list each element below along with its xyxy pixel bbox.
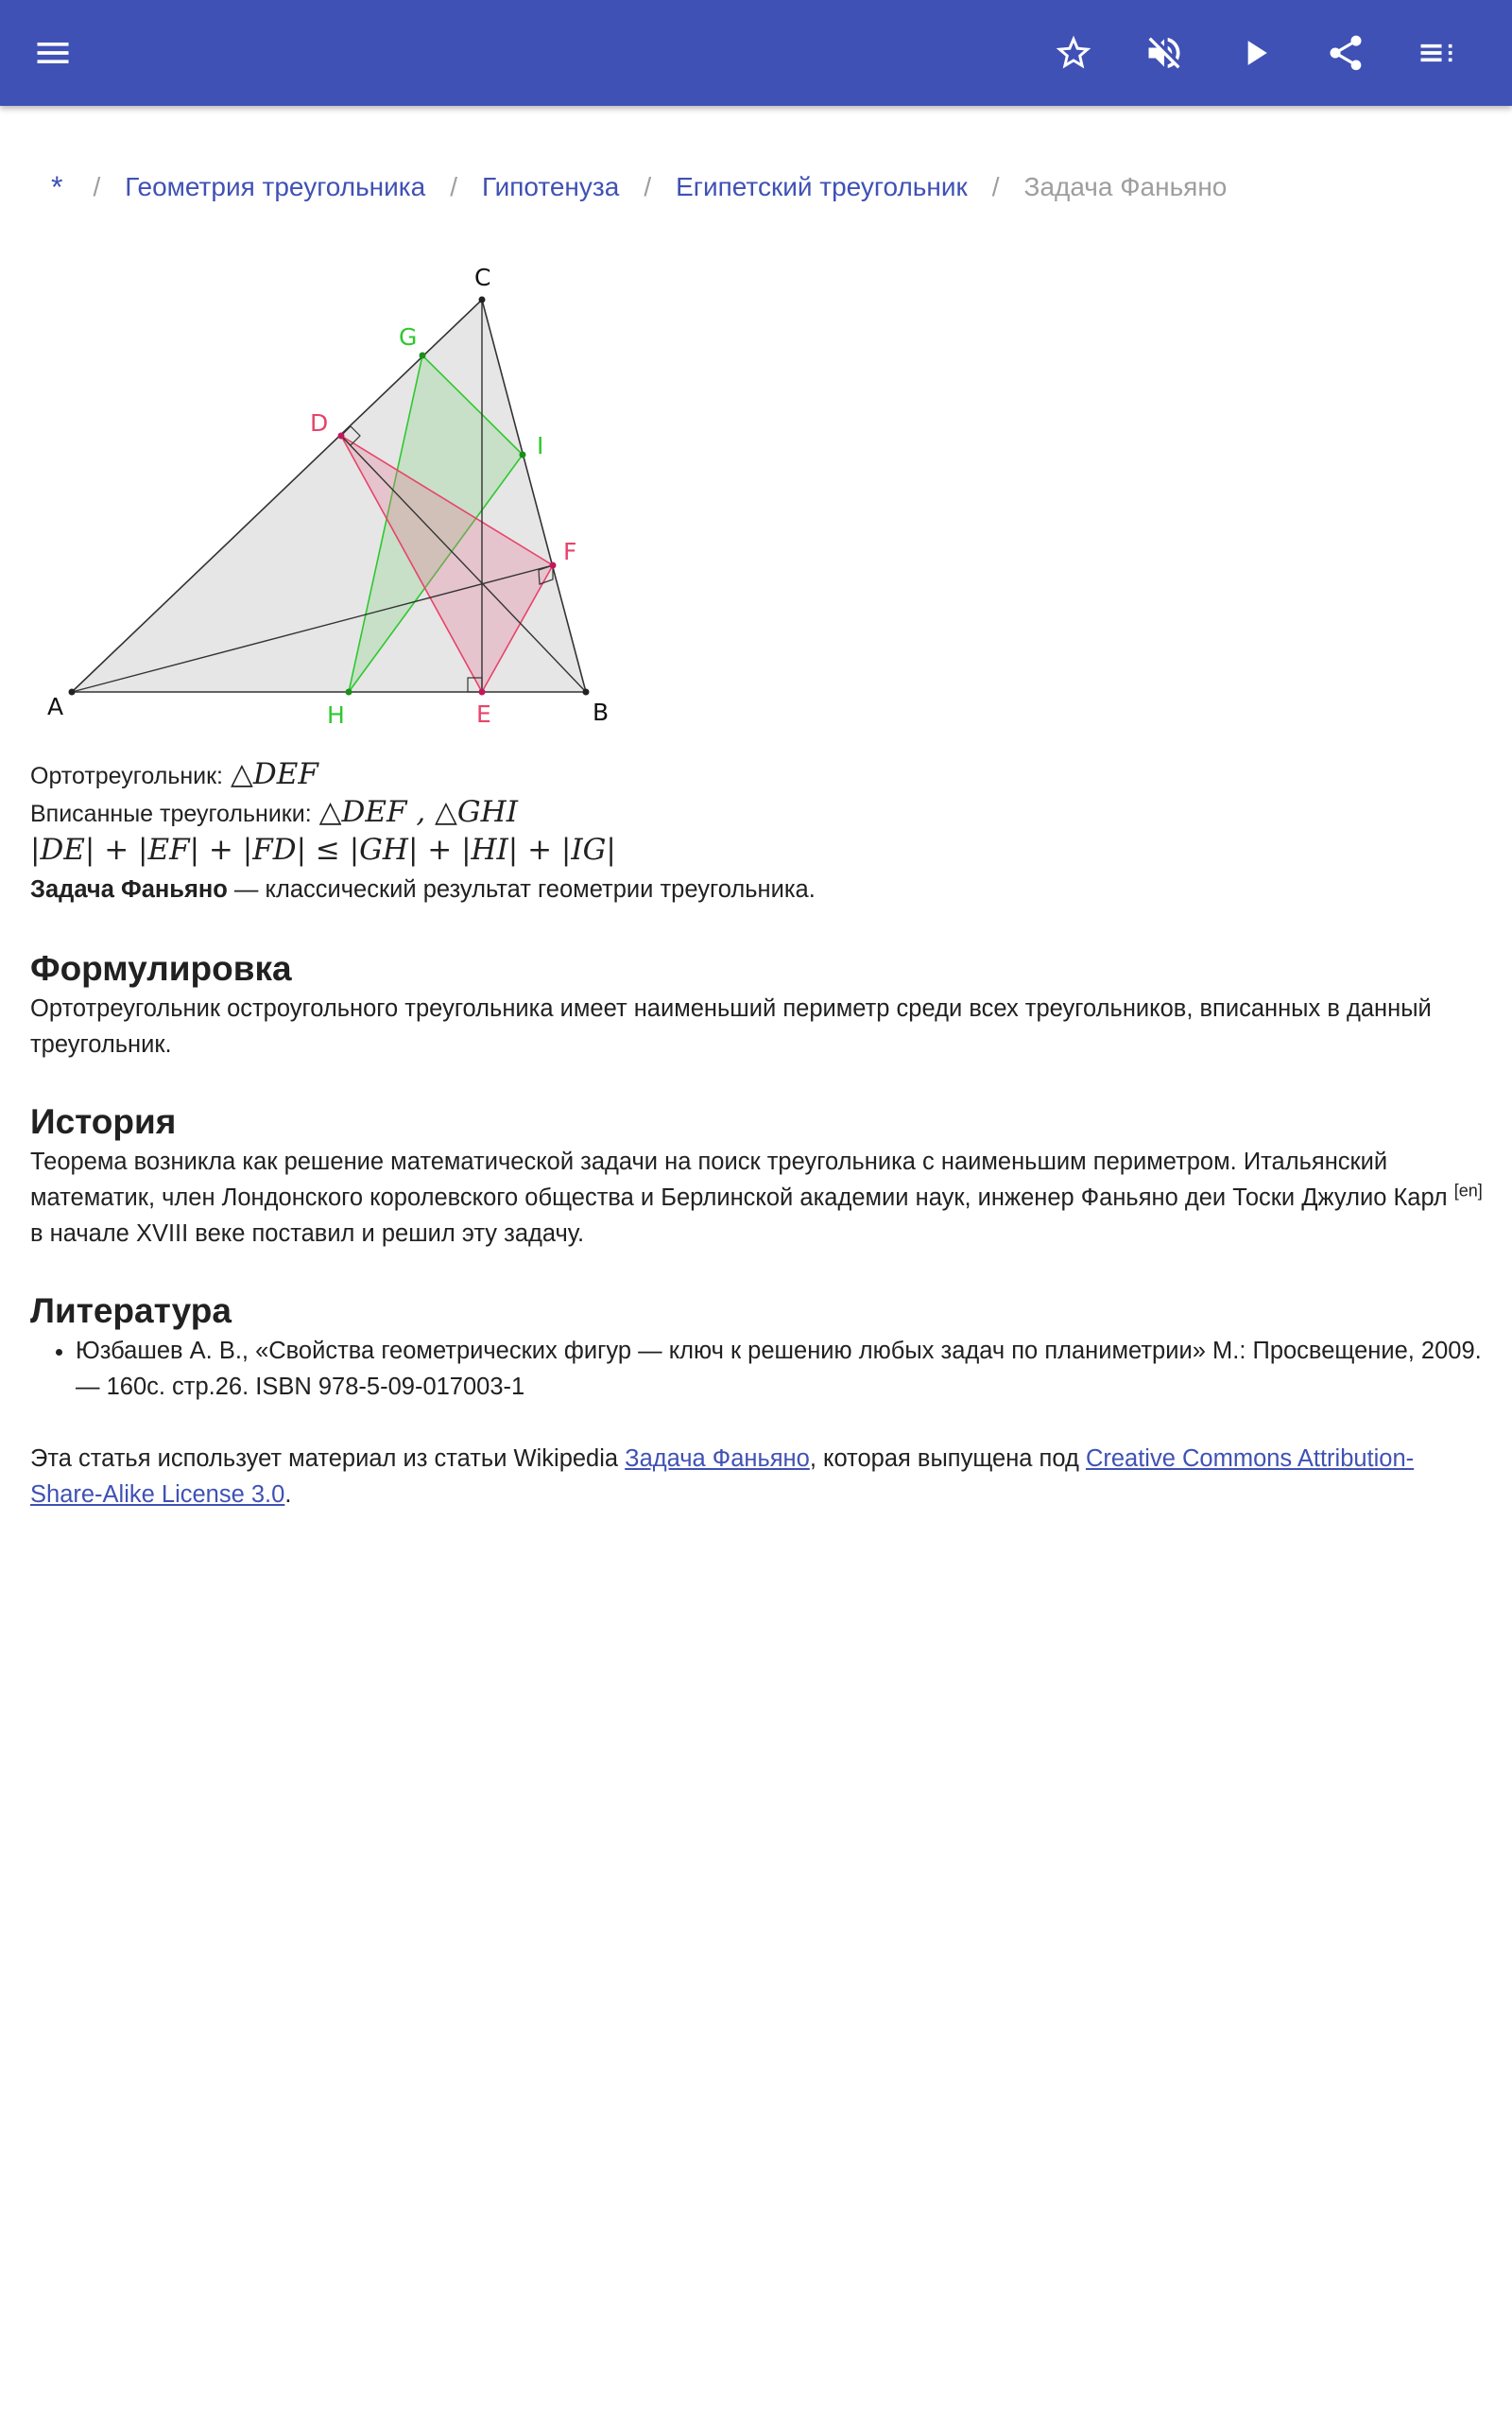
label-b: B: [593, 699, 610, 726]
label-g: G: [399, 323, 418, 351]
breadcrumb-link-hypotenuse[interactable]: Гипотенуза: [482, 172, 620, 201]
wikipedia-article-link[interactable]: Задача Фаньяно: [625, 1445, 810, 1472]
menu-icon: [32, 32, 74, 74]
breadcrumb-link-egyptian[interactable]: Египетский треугольник: [676, 172, 968, 201]
label-i: I: [537, 432, 544, 459]
point-c: [479, 297, 486, 303]
label-a: A: [47, 693, 64, 720]
history-text-1: Теорема возникла как решение математической задачи на поиск треугольника с наименьшим периметром. Итальянский математик, член Лондонского королевского общества и Берлинской академии наук, инженер Фаньяно деи Тоски Джулио Карл: [30, 1149, 1454, 1211]
volume-off-icon: [1143, 32, 1185, 74]
breadcrumb-separator: /: [991, 172, 1000, 201]
caption-orthic-label: Ортотреугольник:: [30, 763, 223, 789]
formulation-paragraph: Ортотреугольник остроугольного треугольника имеет наименьший периметр среди всех треугольников, вписанных в данный треугольник.: [30, 995, 1432, 1058]
share-button[interactable]: [1312, 19, 1380, 87]
article-content: [30, 872, 1486, 1512]
label-h: H: [327, 701, 345, 729]
license-link[interactable]: Creative Commons Attribution-Share-Alike License 3.0: [30, 1445, 1415, 1508]
literature-item: • Юзбашев А. В., «Свойства геометрических фигур — ключ к решению любых задач по планиметрии» М.: Просвещение, 2009. — 160с. стр.26. ISBN 978-5-09-017003-1: [76, 1333, 1486, 1405]
footer-text-3: .: [284, 1481, 292, 1508]
breadcrumb: [30, 168, 1486, 206]
point-d: [338, 433, 345, 440]
intro-paragraph: [30, 872, 1486, 908]
caption-inscribed-label: Вписанные треугольники:: [30, 801, 312, 827]
label-c: C: [474, 264, 491, 291]
label-e: E: [476, 700, 491, 728]
caption-inequality-formula: |DE| + |EF| + |FD| ≤ |GH| + |HI| + |IG|: [30, 833, 616, 867]
caption-orthic-formula: △DEF: [231, 757, 318, 791]
label-d: D: [310, 409, 329, 437]
section-heading-formulation: Формулировка: [30, 949, 292, 988]
figure-caption: [30, 756, 1486, 868]
footer-text-1: Эта статья использует материал из статьи Wikipedia: [30, 1445, 626, 1472]
label-f: F: [563, 538, 577, 565]
toc-button[interactable]: [1402, 19, 1470, 87]
breadcrumb-separator: /: [644, 172, 652, 201]
playlist-icon: [1416, 32, 1457, 74]
point-h: [346, 689, 352, 696]
breadcrumb-separator: /: [93, 172, 101, 201]
mute-button[interactable]: [1130, 19, 1198, 87]
point-a: [69, 689, 76, 696]
breadcrumb-current: Задача Фаньяно: [1023, 172, 1228, 201]
play-icon: [1234, 32, 1276, 74]
section-heading-history: История: [30, 1102, 177, 1141]
license-footer: [30, 1441, 1486, 1512]
point-g: [420, 353, 426, 359]
play-button[interactable]: [1221, 19, 1289, 87]
point-i: [520, 452, 526, 458]
literature-list: [30, 1333, 1486, 1405]
fagnano-diagram: [30, 248, 635, 739]
point-e: [479, 689, 486, 696]
history-paragraph: [30, 1144, 1486, 1252]
footer-text-2: , которая выпущена под: [809, 1445, 1086, 1472]
caption-inscribed-row: [30, 794, 1486, 832]
caption-orthic-row: [30, 756, 1486, 794]
share-icon: [1325, 32, 1366, 74]
point-b: [583, 689, 590, 696]
breadcrumb-link-geometry[interactable]: Геометрия треугольника: [125, 172, 426, 201]
point-f: [550, 562, 557, 569]
caption-inequality-row: [30, 832, 1486, 868]
star-outline-icon: [1053, 32, 1094, 74]
breadcrumb-home-link[interactable]: *: [51, 170, 63, 204]
history-text-2: в начале XVIII веке поставил и решил эту задачу.: [30, 1220, 585, 1247]
breadcrumb-separator: /: [450, 172, 457, 201]
menu-button[interactable]: [19, 19, 87, 87]
intro-text: — классический результат геометрии треугольника.: [227, 876, 816, 903]
intro-bold-term: Задача Фаньяно: [30, 876, 228, 903]
caption-inscribed-formula: △DEF , △GHI: [318, 795, 518, 829]
history-en-link[interactable]: [en]: [1453, 1181, 1483, 1201]
favorite-button[interactable]: [1040, 19, 1108, 87]
section-heading-literature: Литература: [30, 1291, 232, 1330]
app-toolbar: [0, 0, 1512, 106]
